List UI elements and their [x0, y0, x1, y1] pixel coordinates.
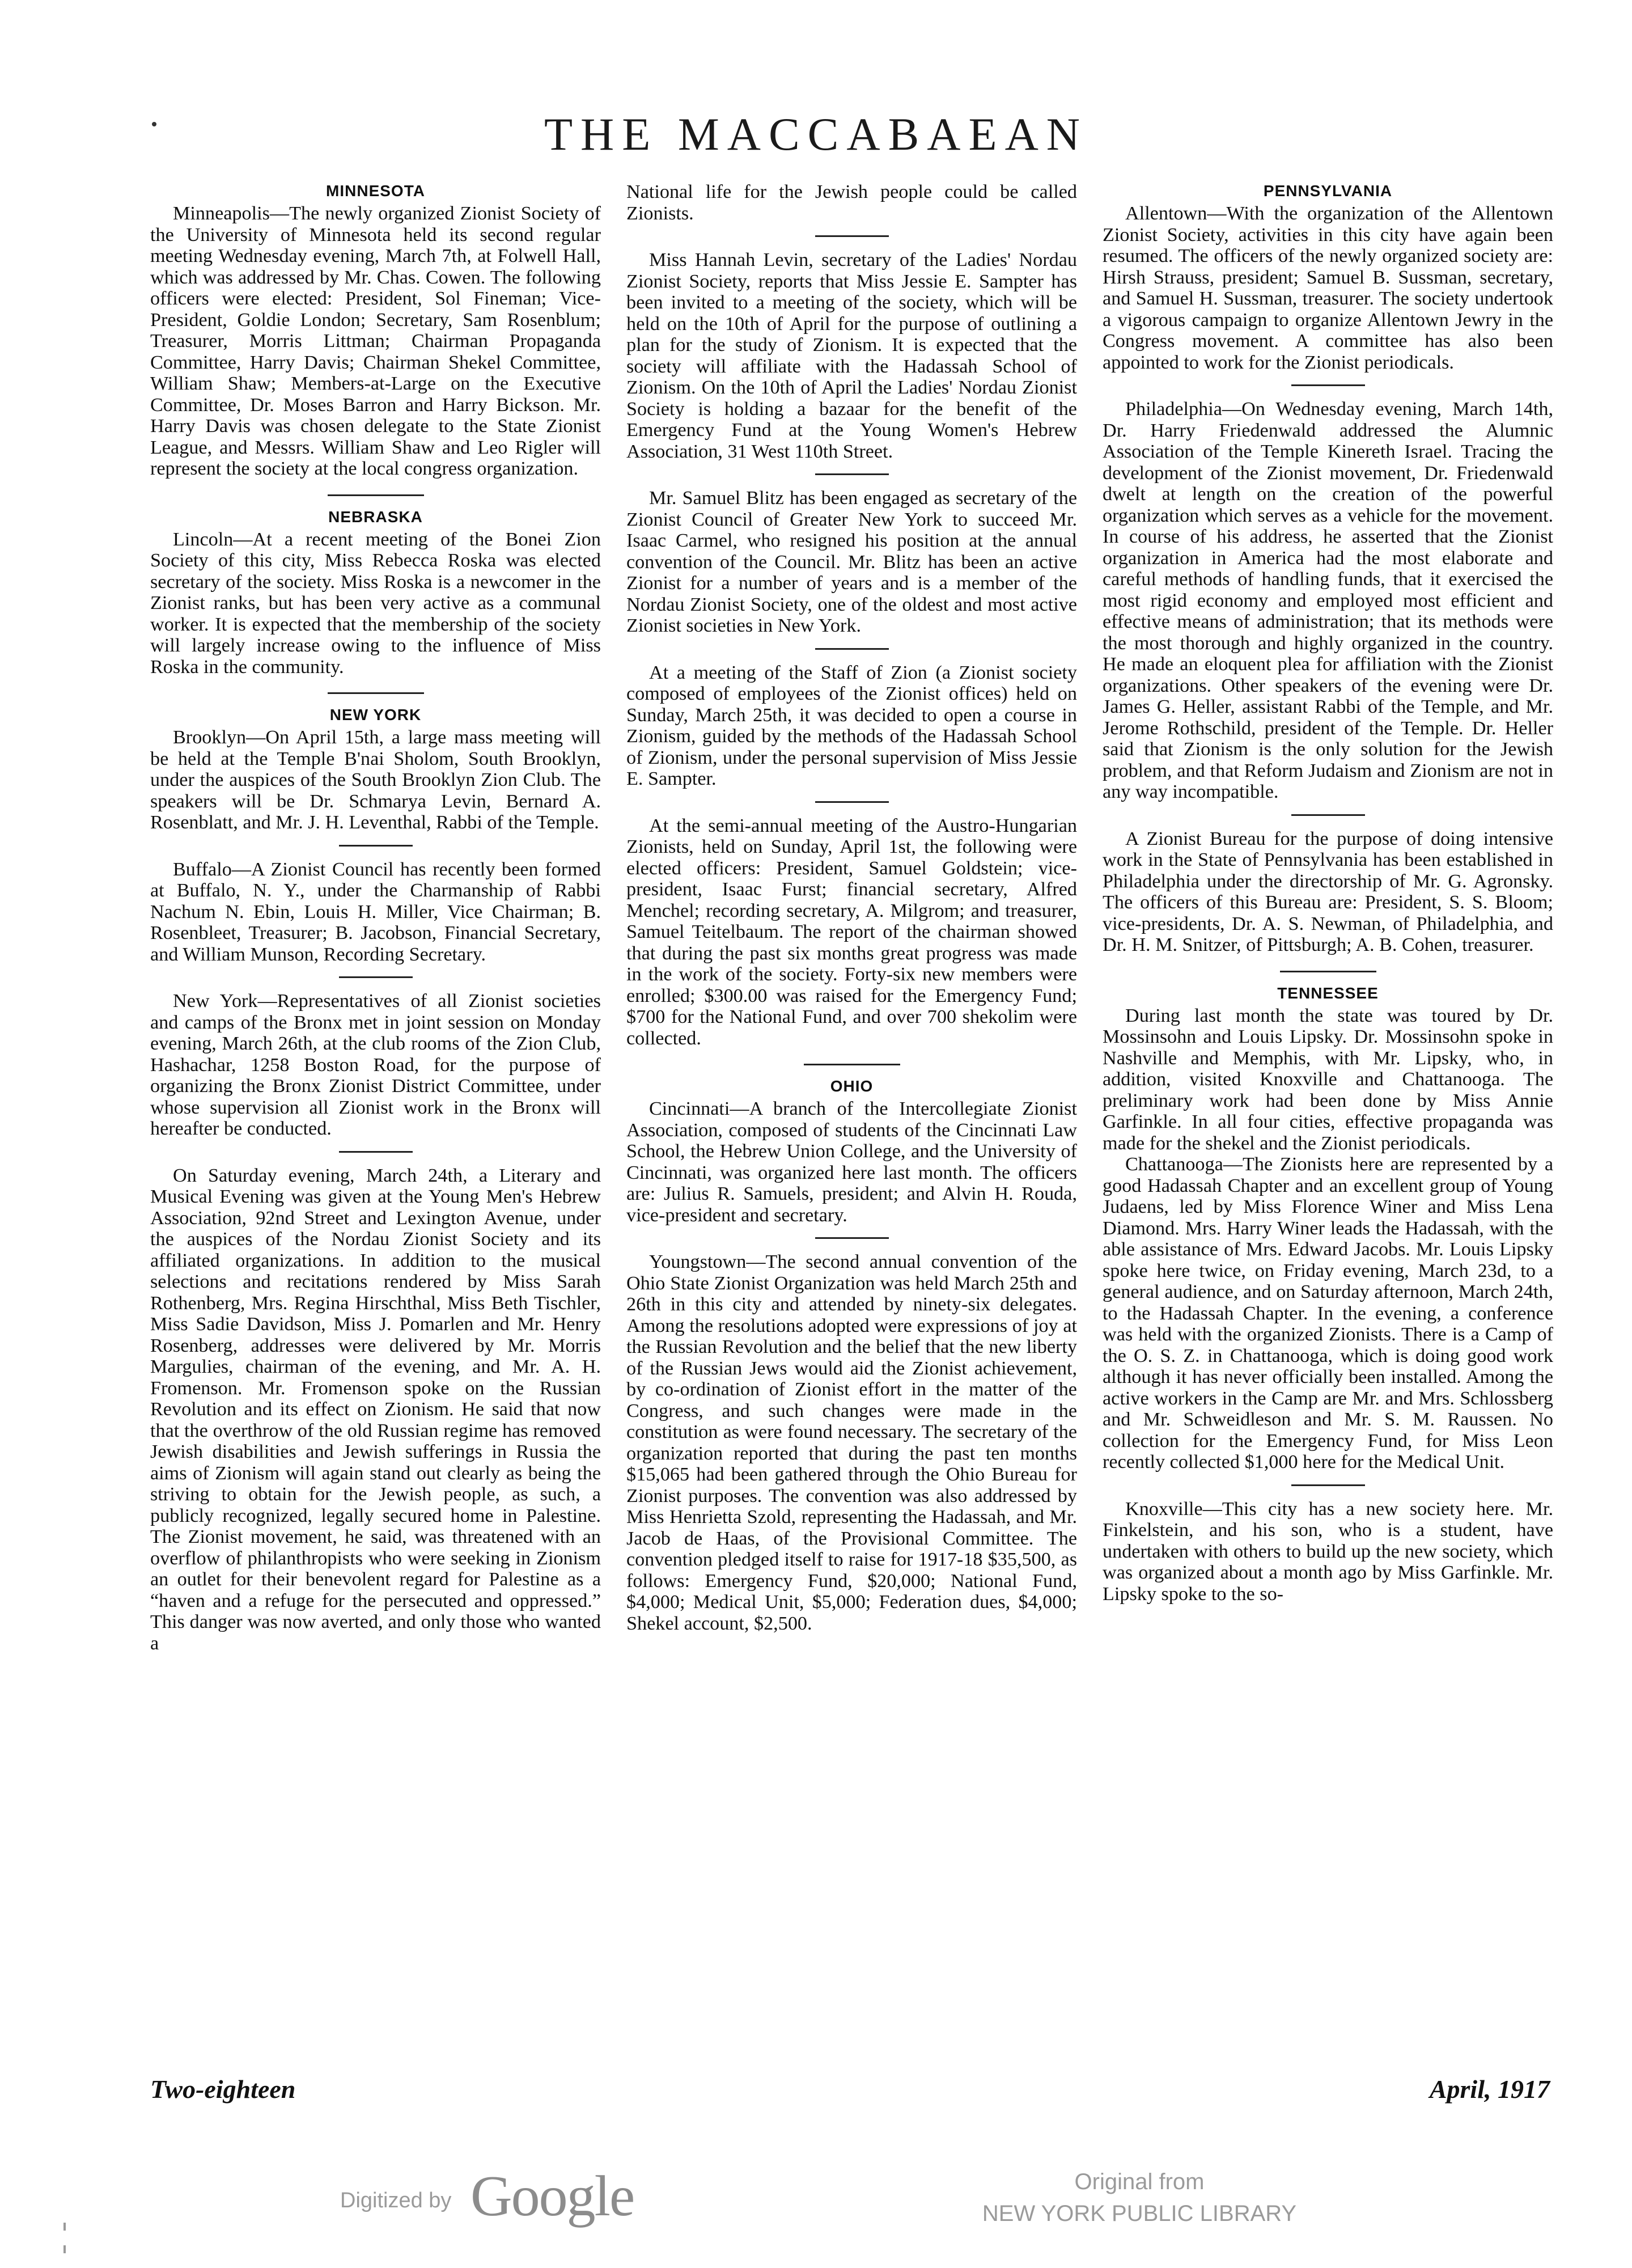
- article-paragraph: Miss Hannah Levin, secretary of the Ladies' Nordau Zionist Society, reports that Miss Jessie E. Sampter has been invited to a meeting of the society, which will be held on the 10th of April for the purpose of outlining a plan for the study of Zionism. It is expected that the society will affiliate with the Hadassah School of Zionism. On the 10th of April the Ladies' Nordau Zionist Society is holding a bazaar for the benefit of the Emergency Fund at the Young Women's Hebrew Association, 31 West 110th Street.: [626, 249, 1077, 462]
- original-from-label: Original from: [1074, 2169, 1205, 2194]
- item-separator: [815, 648, 889, 650]
- section-rule: [1280, 971, 1376, 972]
- article-paragraph: Chattanooga—The Zionists here are represented by a good Hadassah Chapter and an excellent group of Young Judaens, led by Miss Florence Winer and Miss Lena Diamond. Mrs. Harry Winer leads the Hadassah, with the able assistance of Mrs. Edward Jacobs. Mr. Louis Lipsky spoke here twice, on Friday evening, March 23d, to a general audience, and on Saturday afternoon, March 24th, to the Hadassah Chapter. In the evening, a conference was held with the organized Zionists. There is a Camp of the O. S. Z. in Chattanooga, which is doing good work although it has never officially been installed. Among the active workers in the Camp are Mr. and Mrs. Schlossberg and Mr. Schweidleson and Mr. S. M. Raussen. No collection for the Emergency Fund, for Miss Leon recently collected $1,000 here for the Medical Unit.: [1103, 1154, 1553, 1472]
- column-2: [626, 181, 1077, 2109]
- scan-mark: [63, 2223, 66, 2231]
- article-paragraph: Buffalo—A Zionist Council has recently been formed at Buffalo, N. Y., under the Charmanship of Rabbi Nachum N. Ebin, Louis H. Miller, Vice Chairman; B. Rosenbleet, Treasurer; B. Jacobson, Financial Secretary, and William Munson, Recording Secretary.: [150, 858, 601, 965]
- article-paragraph: During last month the state was toured by Dr. Mossinsohn and Louis Lipsky. Dr. Mossinsohn spoke in Nashville and Memphis, with Mr. Lipsky, who, in addition, visited Knoxville and Chattanooga. The preliminary work had been done by Miss Annie Garfinkle. In all four cities, effective propaganda was made for the shekel and the Zionist periodicals.: [1103, 1005, 1553, 1154]
- page-number: Two-eighteen: [150, 2075, 296, 2104]
- article-paragraph: New York—Representatives of all Zionist societies and camps of the Bronx met in joint session on Monday evening, March 26th, at the club rooms of the Zion Club, Hashachar, 1258 Boston Road, for the purpose of organizing the Bronx Zionist District Committee, under whose supervision all Zionist work in the Bronx will hereafter be conducted.: [150, 991, 601, 1139]
- column-1: [150, 181, 601, 2109]
- article-paragraph: On Saturday evening, March 24th, a Literary and Musical Evening was given at the Young Men's Hebrew Association, 92nd Street and Lexington Avenue, under the auspices of the Nordau Zionist Society and its affiliated organizations. In addition to the musical selections and recitations rendered by Miss Sarah Rothenberg, Mrs. Regina Hirschthal, Miss Beth Tischler, Miss Sadie Davidson, Miss J. Pomarlen and Mr. Henry Rosenberg, addresses were delivered by Mr. Morris Margulies, chairman of the evening, and Mr. A. H. Fromenson. Mr. Fromenson spoke on the Russian Revolution and its effect on Zionism. He said that now that the overthrow of the old Russian regime has removed Jewish disabilities and Jewish sufferings in Russia the aims of Zionism will again stand out clearly as being the striving to obtain for the Jewish people, as such, a publicly recognized, legally secured home in Palestine. The Zionist movement, he said, was threatened with an overflow of philanthropists who were seeking in Zionism an outlet for their benevolent regard for Palestine as a “haven and a refuge for the persecuted and oppressed.” This danger was now averted, and only those who wanted a: [150, 1165, 601, 1654]
- library-name: NEW YORK PUBLIC LIBRARY: [982, 2201, 1297, 2226]
- section-rule: [328, 494, 424, 496]
- article-paragraph: Lincoln—At a recent meeting of the Bonei Zion Society of this city, Miss Rebecca Roska was elected secretary of the society. Miss Roska is a newcomer in the Zionist ranks, but has been very active as a communal worker. It is expected that the membership of the society will largely increase owing to the influence of Miss Roska in the community.: [150, 528, 601, 678]
- item-separator: [1291, 384, 1365, 386]
- item-separator: [815, 473, 889, 475]
- section-heading: PENNSYLVANIA: [1263, 182, 1393, 200]
- masthead-title: THE MACCABAEAN: [544, 108, 1088, 160]
- article-paragraph: At the semi-annual meeting of the Austro-Hungarian Zionists, held on Sunday, April 1st, the following were elected officers: President, Samuel Goldstein; vice-president, Isaac Furst; financial secretary, Alfred Menchel; recording secretary, A. Milgrom; and treasurer, Samuel Teitelbaum. The report of the chairman showed that during the past six months great progress was made in the work of the society. Forty-six new members were enrolled; $300.00 was raised for the Emergency Fund; $700 for the National Fund, and over 700 shekolim were collected.: [626, 815, 1077, 1049]
- section-rule: [804, 1064, 900, 1065]
- digitized-by-label: Digitized by: [340, 2189, 452, 2212]
- section-heading: NEBRASKA: [328, 507, 423, 526]
- article-paragraph: Cincinnati—A branch of the Intercollegiate Zionist Association, composed of students of the Cincinnati Law School, the Hebrew Union College, and the University of Cincinnati, was organized here last month. The officers are: Julius R. Samuels, president; and Alvin H. Rouda, vice-president and secretary.: [626, 1098, 1077, 1226]
- article-paragraph: Knoxville—This city has a new society here. Mr. Finkelstein, and his son, who is a student, have undertaken with others to build up the new society, which was organized about a month ago by Miss Garfinkle. Mr. Lipsky spoke to the so-: [1103, 1498, 1553, 1605]
- column-3: [1103, 181, 1553, 2109]
- section-heading: MINNESOTA: [326, 182, 425, 200]
- item-separator: [339, 845, 413, 847]
- section-rule: [328, 692, 424, 694]
- section-heading: OHIO: [830, 1077, 874, 1095]
- item-separator: [815, 235, 889, 237]
- article-paragraph: Youngstown—The second annual convention of the Ohio State Zionist Organization was held March 25th and 26th in this city and attended by ninety-six delegates. Among the resolutions adopted were expressions of joy at the Russian Revolution and the belief that the new liberty of the Russian Jews would aid the Zionist achievement, by co-ordination of Zionist effort in the matter of the Congress, and such changes were made in the constitution as were found necessary. The secretary of the organization reported that during the past ten months $15,065 had been gathered through the Ohio Bureau for Zionist purposes. The convention was also addressed by Miss Henrietta Szold, representing the Hadassah, and Mr. Jacob de Haas, of the Provisional Committee. The convention pledged itself to raise for 1917-18 $35,500, as follows: Emergency Fund, $20,000; National Fund, $4,000; Medical Unit, $5,000; Federation dues, $4,000; Shekel account, $2,500.: [626, 1251, 1077, 1634]
- article-paragraph: Brooklyn—On April 15th, a large mass meeting will be held at the Temple B'nai Sholom, South Brooklyn, under the auspices of the South Brooklyn Zion Club. The speakers will be Dr. Schmarya Levin, Bernard A. Rosenblatt, and Mr. J. H. Leventhal, Rabbi of the Temple.: [150, 727, 601, 833]
- article-paragraph: Allentown—With the organization of the Allentown Zionist Society, activities in this city have again been resumed. The officers of the newly organized society are: Hirsh Strauss, president; Samuel B. Sussman, secretary, and Samuel H. Sussman, treasurer. The society undertook a vigorous campaign to organize Allentown Jewry in the Congress movement. A committee has also been appointed to work for the Zionist periodicals.: [1103, 203, 1553, 373]
- section-heading: TENNESSEE: [1277, 984, 1379, 1002]
- section-heading: NEW YORK: [329, 706, 422, 723]
- article-paragraph: Minneapolis—The newly organized Zionist Society of the University of Minnesota held its second regular meeting Wednesday evening, March 7th, at Folwell Hall, which was addressed by Mr. Chas. Cowen. The following officers were elected: President, Sol Fineman; Vice-President, Goldie London; Secretary, Sam Rosenblum; Treasurer, Morris Littman; Chairman Propaganda Committee, Harry Davis; Chairman Shekel Committee, William Shaw; Members-at-Large on the Executive Committee, Dr. Moses Barron and Harry Bickson. Mr. Harry Davis was chosen delegate to the State Zionist League, and Messrs. William Shaw and Leo Rigler will represent the society at the local congress organization.: [150, 203, 601, 479]
- article-paragraph: Philadelphia—On Wednesday evening, March 14th, Dr. Harry Friedenwald addressed the Alumnic Association of the Temple Kinereth Israel. Tracing the development of the Zionist movement, Dr. Friedenwald dwelt at length on the creation of the powerful organization which serves as a vehicle for the movement. In course of his address, he asserted that the Zionist organization in America had the most elaborate and careful methods of handling funds, that it exercised the most rigid economy and employed most efficient and effective means of administration; that its methods were the most thorough and highly organized in the country. He made an eloquent plea for affiliation with the Zionist organizations. Other speakers of the evening were Dr. James G. Heller, assistant Rabbi of the Temple, and Mr. Jerome Rothschild, president of the Temple. Dr. Heller said that Zionism is the only solution for the Jewish problem, and that Reform Judaism and Zionism are not in any way incompatible.: [1103, 399, 1553, 802]
- item-separator: [339, 1151, 413, 1153]
- source-library: [975, 2166, 1304, 2229]
- item-separator: [815, 801, 889, 803]
- article-paragraph: Mr. Samuel Blitz has been engaged as secretary of the Zionist Council of Greater New York to succeed Mr. Isaac Carmel, who resigned his position at the annual convention of the Council. Mr. Blitz has been an active Zionist for a number of years and is a member of the Nordau Zionist Society, one of the oldest and most active Zionist societies in New York.: [626, 488, 1077, 636]
- item-separator: [815, 1237, 889, 1239]
- scan-mark: [63, 2245, 66, 2253]
- item-separator: [1291, 1484, 1365, 1486]
- article-paragraph: National life for the Jewish people could be called Zionists.: [626, 181, 1077, 224]
- article-paragraph: A Zionist Bureau for the purpose of doing intensive work in the State of Pennsylvania has been established in Philadelphia under the directorship of Mr. G. Agronsky. The officers of this Bureau are: President, S. S. Bloom; vice-presidents, Dr. A. S. Newman, of Philadelphia, and Dr. H. M. Snitzer, of Pittsburgh; A. B. Cohen, treasurer.: [1103, 828, 1553, 955]
- item-separator: [339, 976, 413, 978]
- article-paragraph: At a meeting of the Staff of Zion (a Zionist society composed of employees of the Zionist offices) held on Sunday, March 25th, it was decided to open a course in Zionism, guided by the methods of the Hadassah School of Zionism, under the personal supervision of Miss Jessie E. Sampter.: [626, 662, 1077, 789]
- issue-date: April, 1917: [1429, 2075, 1550, 2104]
- google-logo: Google: [470, 2164, 634, 2228]
- item-separator: [1291, 814, 1365, 816]
